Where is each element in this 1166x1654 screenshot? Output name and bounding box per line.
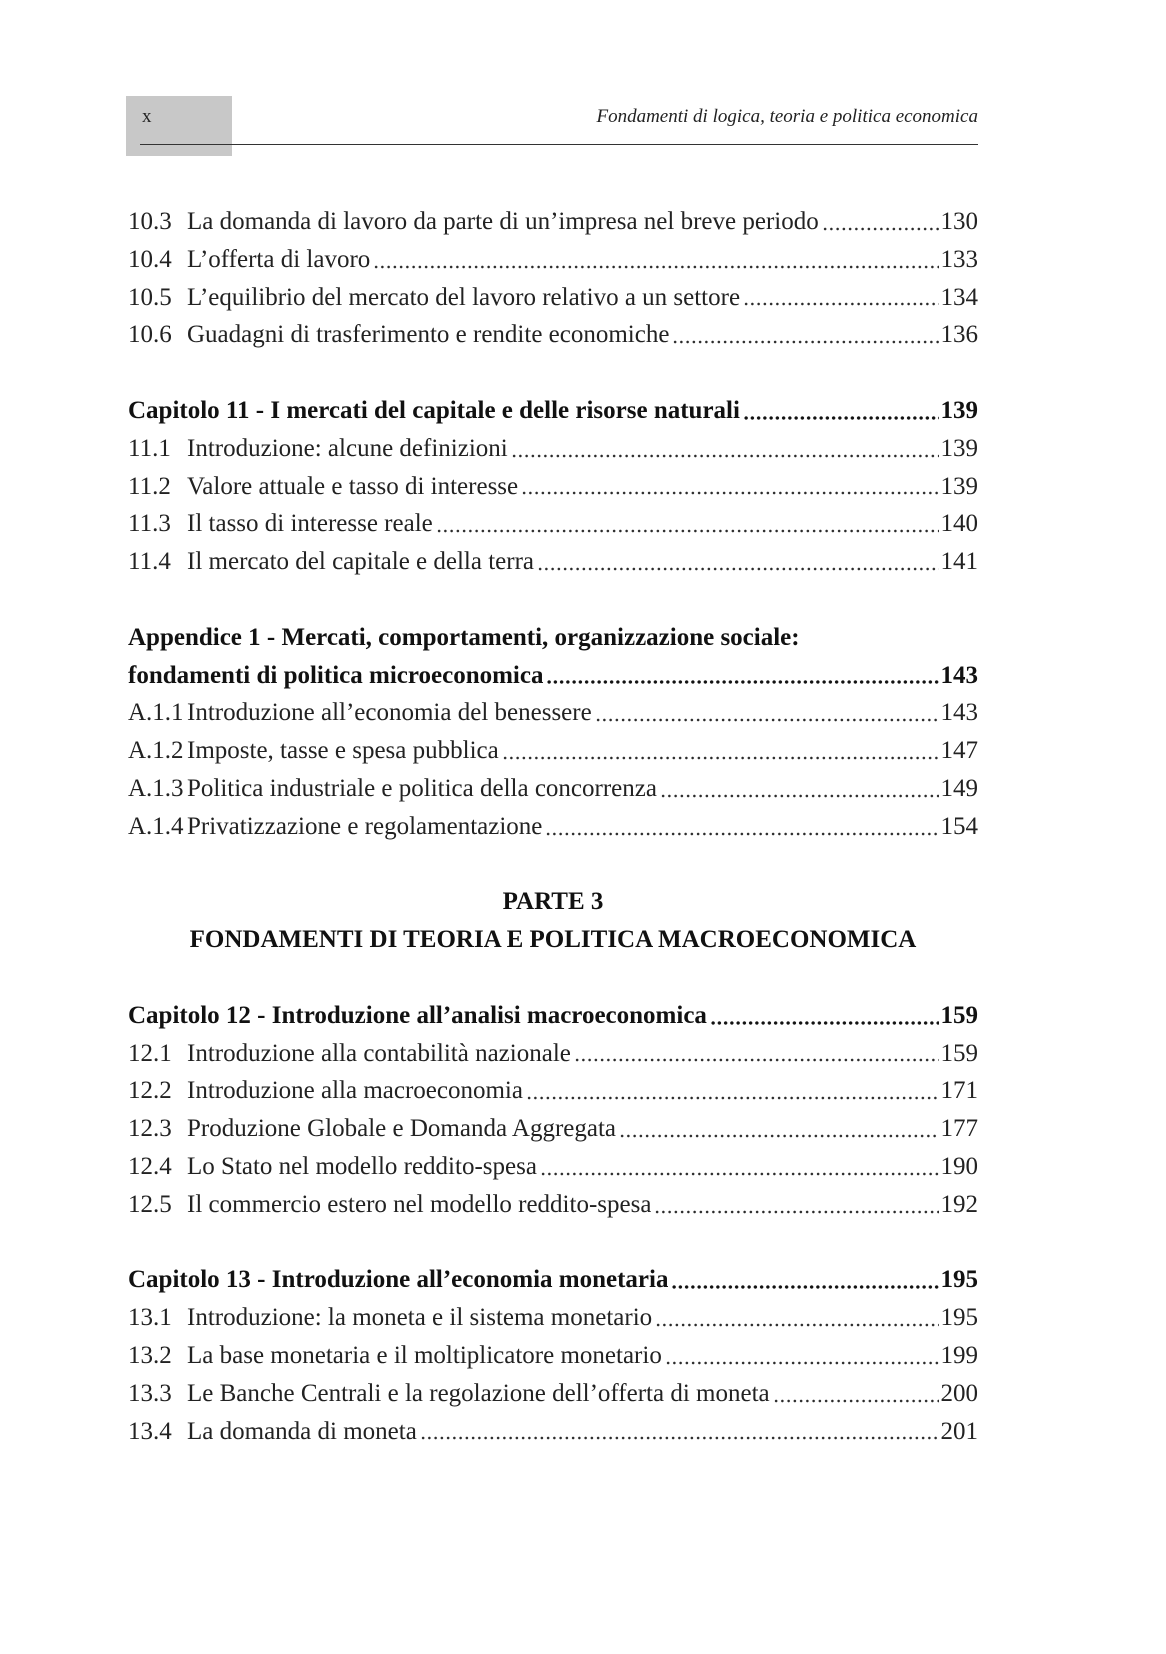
entry-number: 12.5 <box>128 1190 172 1218</box>
entry-number: A.1.2 <box>128 737 184 765</box>
entry-title: L’equilibrio del mercato del lavoro relativo a un settore <box>187 283 741 311</box>
entry-number: 10.4 <box>128 245 172 273</box>
appendix-heading <box>128 657 978 695</box>
toc-entry <box>128 1299 978 1337</box>
dot-leader <box>671 1261 938 1299</box>
entry-page-number: 141 <box>940 548 978 576</box>
toc-entry <box>128 241 978 279</box>
entry-number: 11.1 <box>128 434 171 462</box>
toc-entry <box>128 694 978 732</box>
dot-leader <box>743 279 938 317</box>
table-of-contents <box>128 203 978 1450</box>
entry-page-number: 195 <box>940 1304 978 1332</box>
toc-entry <box>128 468 978 506</box>
toc-entry <box>128 732 978 770</box>
entry-page-number: 140 <box>940 510 978 538</box>
toc-entry <box>128 316 978 354</box>
toc-entry <box>128 1072 978 1110</box>
entry-title: Politica industriale e politica della concorrenza <box>187 774 657 802</box>
entry-title: Introduzione: la moneta e il sistema monetario <box>187 1304 653 1332</box>
entry-title: Introduzione: alcune definizioni <box>187 434 508 462</box>
entry-number: 13.1 <box>128 1304 172 1332</box>
dot-leader <box>595 694 939 732</box>
toc-entry <box>128 1375 978 1413</box>
entry-title: Privatizzazione e regolamentazione <box>187 812 543 840</box>
running-header-title: Fondamenti di logica, teoria e politica economica <box>596 106 978 127</box>
entry-title: La domanda di lavoro da parte di un’impresa nel breve periodo <box>187 208 819 235</box>
chapter-11-section <box>128 392 978 581</box>
dot-leader <box>619 1110 938 1148</box>
entry-page-number: 139 <box>940 472 978 500</box>
part-label: PARTE 3 <box>502 888 604 916</box>
entry-title: La domanda di moneta <box>187 1417 417 1445</box>
entry-number: 10.3 <box>128 208 172 235</box>
toc-entry <box>128 279 978 317</box>
entry-page-number: 134 <box>940 283 978 311</box>
entry-page-number: 171 <box>940 1077 978 1105</box>
entry-number: 11.2 <box>128 472 171 500</box>
entry-page-number: 149 <box>940 774 978 802</box>
entry-number: 13.4 <box>128 1417 172 1445</box>
chapter-title: Capitolo 13 - Introduzione all’economia monetaria <box>128 1266 669 1294</box>
dot-leader <box>540 1148 939 1186</box>
toc-entry <box>128 543 978 581</box>
chapter-page-number: 159 <box>940 1001 978 1029</box>
chapter-heading <box>128 997 978 1035</box>
entry-title: Valore attuale e tasso di interesse <box>187 472 519 500</box>
entry-page-number: 192 <box>940 1190 978 1218</box>
part-title: FONDAMENTI DI TEORIA E POLITICA MACROECONOMICA <box>189 926 917 954</box>
entry-number: 11.3 <box>128 510 171 538</box>
entry-page-number: 200 <box>940 1379 978 1407</box>
dot-leader <box>373 241 938 279</box>
entry-number: 12.1 <box>128 1039 172 1067</box>
dot-leader <box>545 808 938 846</box>
header-rule <box>140 144 978 145</box>
entry-number: 10.6 <box>128 321 172 349</box>
appendix-1-section <box>128 619 978 846</box>
dot-leader <box>660 770 939 808</box>
entry-title: Il tasso di interesse reale <box>187 510 433 538</box>
dot-leader <box>521 468 938 506</box>
chapter-heading <box>128 392 978 430</box>
dot-leader <box>537 543 938 581</box>
appendix-page-number: 143 <box>940 661 978 689</box>
dot-leader <box>574 1035 939 1073</box>
toc-entry <box>128 505 978 543</box>
dot-leader <box>436 505 939 543</box>
entry-page-number: 130 <box>940 208 978 235</box>
appendix-title-line: Appendice 1 - Mercati, comportamenti, organizzazione sociale: <box>128 623 800 651</box>
dot-leader <box>672 316 938 354</box>
entry-page-number: 143 <box>940 699 978 727</box>
toc-entry <box>128 430 978 468</box>
dot-leader <box>665 1337 939 1375</box>
toc-entry <box>128 1110 978 1148</box>
entry-number: 12.2 <box>128 1077 172 1105</box>
entry-number: 12.4 <box>128 1152 172 1180</box>
entry-title: Produzione Globale e Domanda Aggregata <box>187 1115 617 1143</box>
toc-entry <box>128 1186 978 1224</box>
dot-leader <box>743 392 939 430</box>
toc-entry <box>128 1148 978 1186</box>
entry-number: 13.3 <box>128 1379 172 1407</box>
entry-page-number: 201 <box>940 1417 978 1445</box>
toc-entry <box>128 1413 978 1451</box>
toc-entry <box>128 1337 978 1375</box>
entry-page-number: 147 <box>940 737 978 765</box>
part-3-header <box>128 883 978 959</box>
entry-title: Guadagni di trasferimento e rendite economiche <box>187 321 670 349</box>
chapter-12-section <box>128 997 978 1224</box>
chapter-page-number: 195 <box>940 1266 978 1294</box>
dot-leader <box>710 997 939 1035</box>
chapter-title: Capitolo 12 - Introduzione all’analisi macroeconomica <box>128 1001 707 1029</box>
chapter-page-number: 139 <box>940 396 978 424</box>
entry-title: Introduzione all’economia del benessere <box>187 699 592 727</box>
entry-number: 10.5 <box>128 283 172 311</box>
entry-number: 11.4 <box>128 548 171 576</box>
entry-number: A.1.3 <box>128 774 184 802</box>
entry-page-number: 136 <box>940 321 978 349</box>
page-number: x <box>142 106 152 127</box>
entry-title: L’offerta di lavoro <box>187 245 371 273</box>
dot-leader <box>655 1299 938 1337</box>
dot-leader <box>773 1375 939 1413</box>
entry-title: Le Banche Centrali e la regolazione dell’offerta di moneta <box>187 1379 770 1407</box>
entry-number: A.1.4 <box>128 812 184 840</box>
entry-number: A.1.1 <box>128 699 184 727</box>
toc-entry <box>128 808 978 846</box>
entry-page-number: 190 <box>940 1152 978 1180</box>
entry-title: Lo Stato nel modello reddito-spesa <box>187 1152 537 1180</box>
entry-title: Il mercato del capitale e della terra <box>187 548 535 576</box>
chapter-heading <box>128 1261 978 1299</box>
dot-leader <box>502 732 939 770</box>
entry-page-number: 139 <box>940 434 978 462</box>
dot-leader <box>526 1072 939 1110</box>
entry-page-number: 159 <box>940 1039 978 1067</box>
chapter-10-section <box>128 203 978 354</box>
entry-page-number: 199 <box>940 1341 978 1369</box>
entry-number: 13.2 <box>128 1341 172 1369</box>
toc-entry <box>128 1035 978 1073</box>
entry-number: 12.3 <box>128 1115 172 1143</box>
dot-leader <box>822 203 939 241</box>
dot-leader <box>420 1413 939 1451</box>
entry-title: La base monetaria e il moltiplicatore monetario <box>187 1341 662 1369</box>
appendix-title-line: fondamenti di politica microeconomica <box>128 661 544 689</box>
dot-leader <box>654 1186 938 1224</box>
entry-title: Introduzione alla macroeconomia <box>187 1077 523 1105</box>
entry-title: Imposte, tasse e spesa pubblica <box>187 737 499 765</box>
dot-leader <box>511 430 939 468</box>
chapter-title: Capitolo 11 - I mercati del capitale e delle risorse naturali <box>128 396 740 424</box>
dot-leader <box>546 657 938 695</box>
entry-page-number: 133 <box>940 245 978 273</box>
entry-title: Il commercio estero nel modello reddito-spesa <box>187 1190 652 1218</box>
toc-entry <box>128 770 978 808</box>
entry-page-number: 177 <box>940 1115 978 1143</box>
entry-title: Introduzione alla contabilità nazionale <box>187 1039 571 1067</box>
toc-entry <box>128 203 978 241</box>
appendix-heading-line <box>128 619 978 657</box>
chapter-13-section <box>128 1261 978 1450</box>
entry-page-number: 154 <box>940 812 978 840</box>
